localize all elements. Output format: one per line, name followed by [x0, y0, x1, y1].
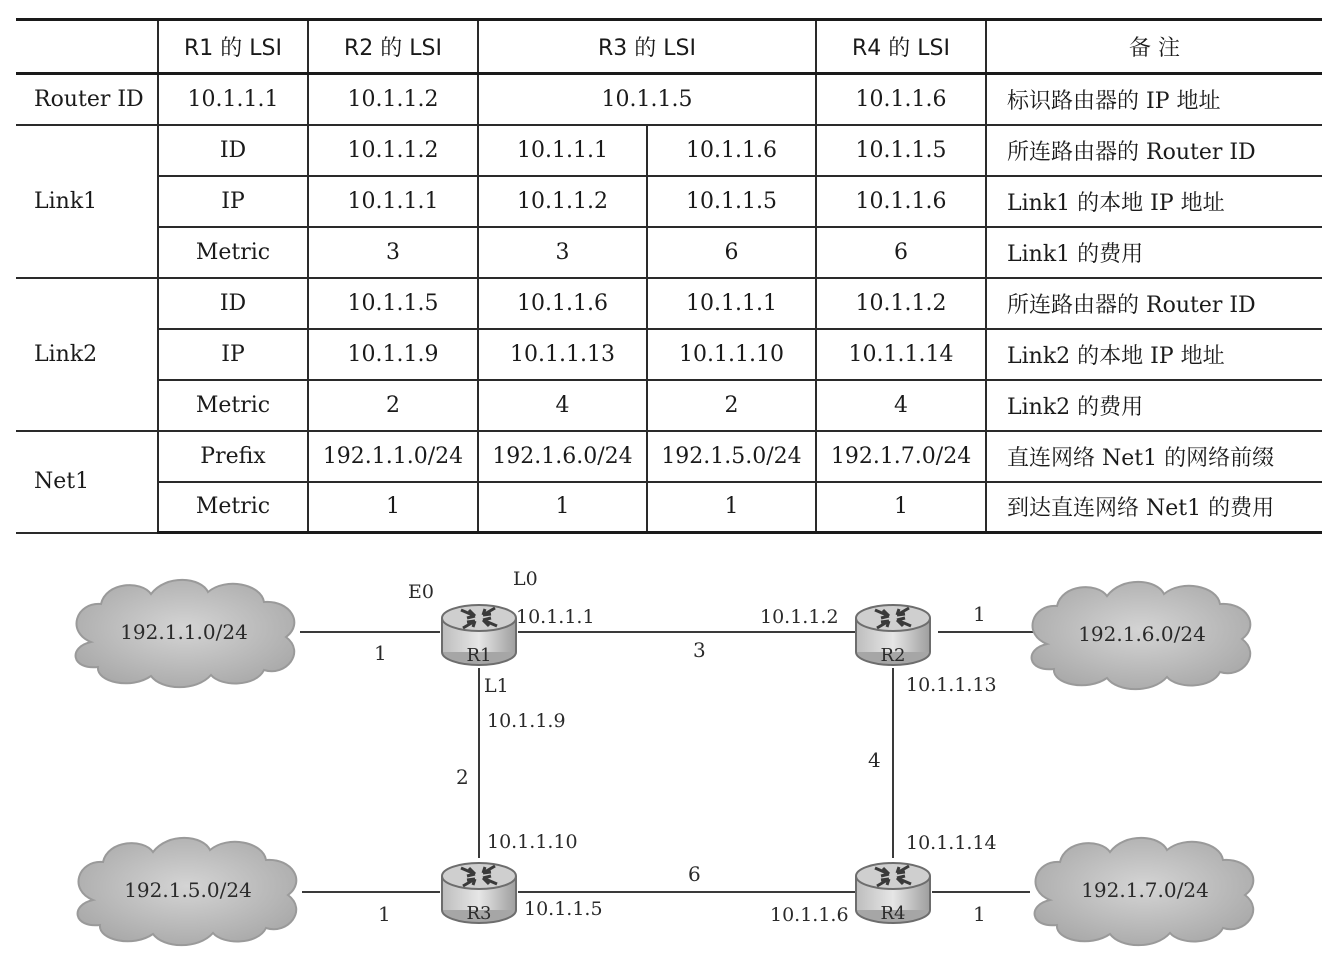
router-r4	[856, 863, 930, 924]
ip-r3-top: 10.1.1.10	[487, 831, 578, 853]
group-label-net1: Net1	[16, 431, 158, 533]
cost-r1-r3: 2	[456, 765, 469, 789]
cloud-net-2	[1032, 582, 1251, 689]
router-id-row	[16, 74, 1322, 125]
cell: 4	[816, 380, 986, 431]
cell: 6	[647, 227, 816, 278]
cell: 192.1.1.0/24	[308, 431, 478, 482]
ip-r4-top: 10.1.1.14	[906, 832, 997, 854]
table-row	[16, 125, 1322, 176]
router-r3	[442, 863, 516, 924]
field-label: Metric	[158, 227, 308, 278]
ip-r1-l1: 10.1.1.9	[487, 710, 566, 732]
header-blank	[16, 20, 158, 74]
cell: 1	[647, 482, 816, 533]
cloud-label: 192.1.5.0/24	[124, 878, 252, 902]
ip-r2-bottom: 10.1.1.13	[906, 674, 997, 696]
cell: 1	[308, 482, 478, 533]
cell: 2	[308, 380, 478, 431]
cost-r4-net: 1	[973, 902, 986, 926]
cost-r2-net: 1	[973, 602, 986, 626]
field-label: IP	[158, 329, 308, 380]
table-row	[16, 380, 1322, 431]
cell: 6	[816, 227, 986, 278]
cell: 10.1.1.1	[158, 74, 308, 125]
cell: 10.1.1.1	[478, 125, 647, 176]
cell: 10.1.1.14	[816, 329, 986, 380]
cost-r1-net: 1	[374, 641, 387, 665]
cloud-label: 192.1.1.0/24	[120, 620, 248, 644]
ip-r3-right: 10.1.1.5	[524, 898, 603, 920]
cell: 10.1.1.5	[816, 125, 986, 176]
field-label: IP	[158, 176, 308, 227]
cell: 10.1.1.6	[816, 74, 986, 125]
field-label: ID	[158, 125, 308, 176]
cell: 1	[816, 482, 986, 533]
note-cell: 所连路由器的 Router ID	[986, 125, 1322, 176]
cell: 10.1.1.5	[478, 74, 816, 125]
table-header-row	[16, 20, 1322, 74]
network-diagram	[0, 540, 1340, 966]
cost-r2-r4: 4	[868, 748, 881, 772]
cell: 10.1.1.5	[308, 278, 478, 329]
table-row	[16, 482, 1322, 533]
field-label: Metric	[158, 380, 308, 431]
table-row	[16, 176, 1322, 227]
header-r4: R4 的 LSI	[816, 20, 986, 74]
note-cell: Link1 的本地 IP 地址	[986, 176, 1322, 227]
router-label: R1	[466, 645, 492, 666]
cell: 192.1.5.0/24	[647, 431, 816, 482]
cell: 1	[478, 482, 647, 533]
router-label: R4	[880, 903, 906, 924]
cell: 10.1.1.2	[308, 74, 478, 125]
lsi-table	[16, 18, 1322, 534]
cost-r1-r2: 3	[693, 638, 706, 662]
header-r3: R3 的 LSI	[478, 20, 816, 74]
router-r1	[442, 605, 516, 666]
cell: 10.1.1.13	[478, 329, 647, 380]
router-r2	[856, 605, 930, 666]
cell: 192.1.6.0/24	[478, 431, 647, 482]
group-label-link2: Link2	[16, 278, 158, 431]
row-label: Router ID	[16, 74, 158, 125]
cell: 10.1.1.6	[647, 125, 816, 176]
cell: 10.1.1.2	[478, 176, 647, 227]
note-cell: Link2 的费用	[986, 380, 1322, 431]
cell: 3	[478, 227, 647, 278]
note-cell: 直连网络 Net1 的网络前缀	[986, 431, 1322, 482]
ip-r1-l0: 10.1.1.1	[516, 606, 595, 628]
header-note: 备 注	[986, 20, 1322, 74]
cloud-net-1	[76, 580, 295, 687]
cost-r3-r4: 6	[688, 862, 701, 886]
note-cell: Link1 的费用	[986, 227, 1322, 278]
table-row	[16, 278, 1322, 329]
header-r2: R2 的 LSI	[308, 20, 478, 74]
table-row	[16, 431, 1322, 482]
cell: 10.1.1.2	[816, 278, 986, 329]
label-l0: L0	[513, 568, 538, 590]
group-label-link1: Link1	[16, 125, 158, 278]
cell: 10.1.1.5	[647, 176, 816, 227]
ip-r2-left: 10.1.1.2	[760, 606, 839, 628]
note-cell: 标识路由器的 IP 地址	[986, 74, 1322, 125]
cloud-label: 192.1.6.0/24	[1078, 622, 1206, 646]
router-label: R3	[466, 903, 492, 924]
field-label: Prefix	[158, 431, 308, 482]
cell: 10.1.1.1	[647, 278, 816, 329]
cell: 10.1.1.2	[308, 125, 478, 176]
note-cell: Link2 的本地 IP 地址	[986, 329, 1322, 380]
cloud-net-3	[78, 838, 297, 945]
cell: 3	[308, 227, 478, 278]
note-cell: 所连路由器的 Router ID	[986, 278, 1322, 329]
cell: 10.1.1.10	[647, 329, 816, 380]
cost-r3-net: 1	[378, 902, 391, 926]
cell: 10.1.1.6	[816, 176, 986, 227]
label-e0: E0	[408, 581, 434, 603]
header-r1: R1 的 LSI	[158, 20, 308, 74]
cell: 10.1.1.1	[308, 176, 478, 227]
cell: 10.1.1.6	[478, 278, 647, 329]
ip-r4-left: 10.1.1.6	[770, 904, 849, 926]
table-row	[16, 227, 1322, 278]
table-row	[16, 329, 1322, 380]
cloud-label: 192.1.7.0/24	[1081, 878, 1209, 902]
field-label: ID	[158, 278, 308, 329]
router-label: R2	[880, 645, 906, 666]
cloud-net-4	[1035, 838, 1254, 945]
note-cell: 到达直连网络 Net1 的费用	[986, 482, 1322, 533]
field-label: Metric	[158, 482, 308, 533]
cell: 4	[478, 380, 647, 431]
cell: 10.1.1.9	[308, 329, 478, 380]
cell: 2	[647, 380, 816, 431]
label-l1: L1	[484, 675, 509, 697]
cell: 192.1.7.0/24	[816, 431, 986, 482]
